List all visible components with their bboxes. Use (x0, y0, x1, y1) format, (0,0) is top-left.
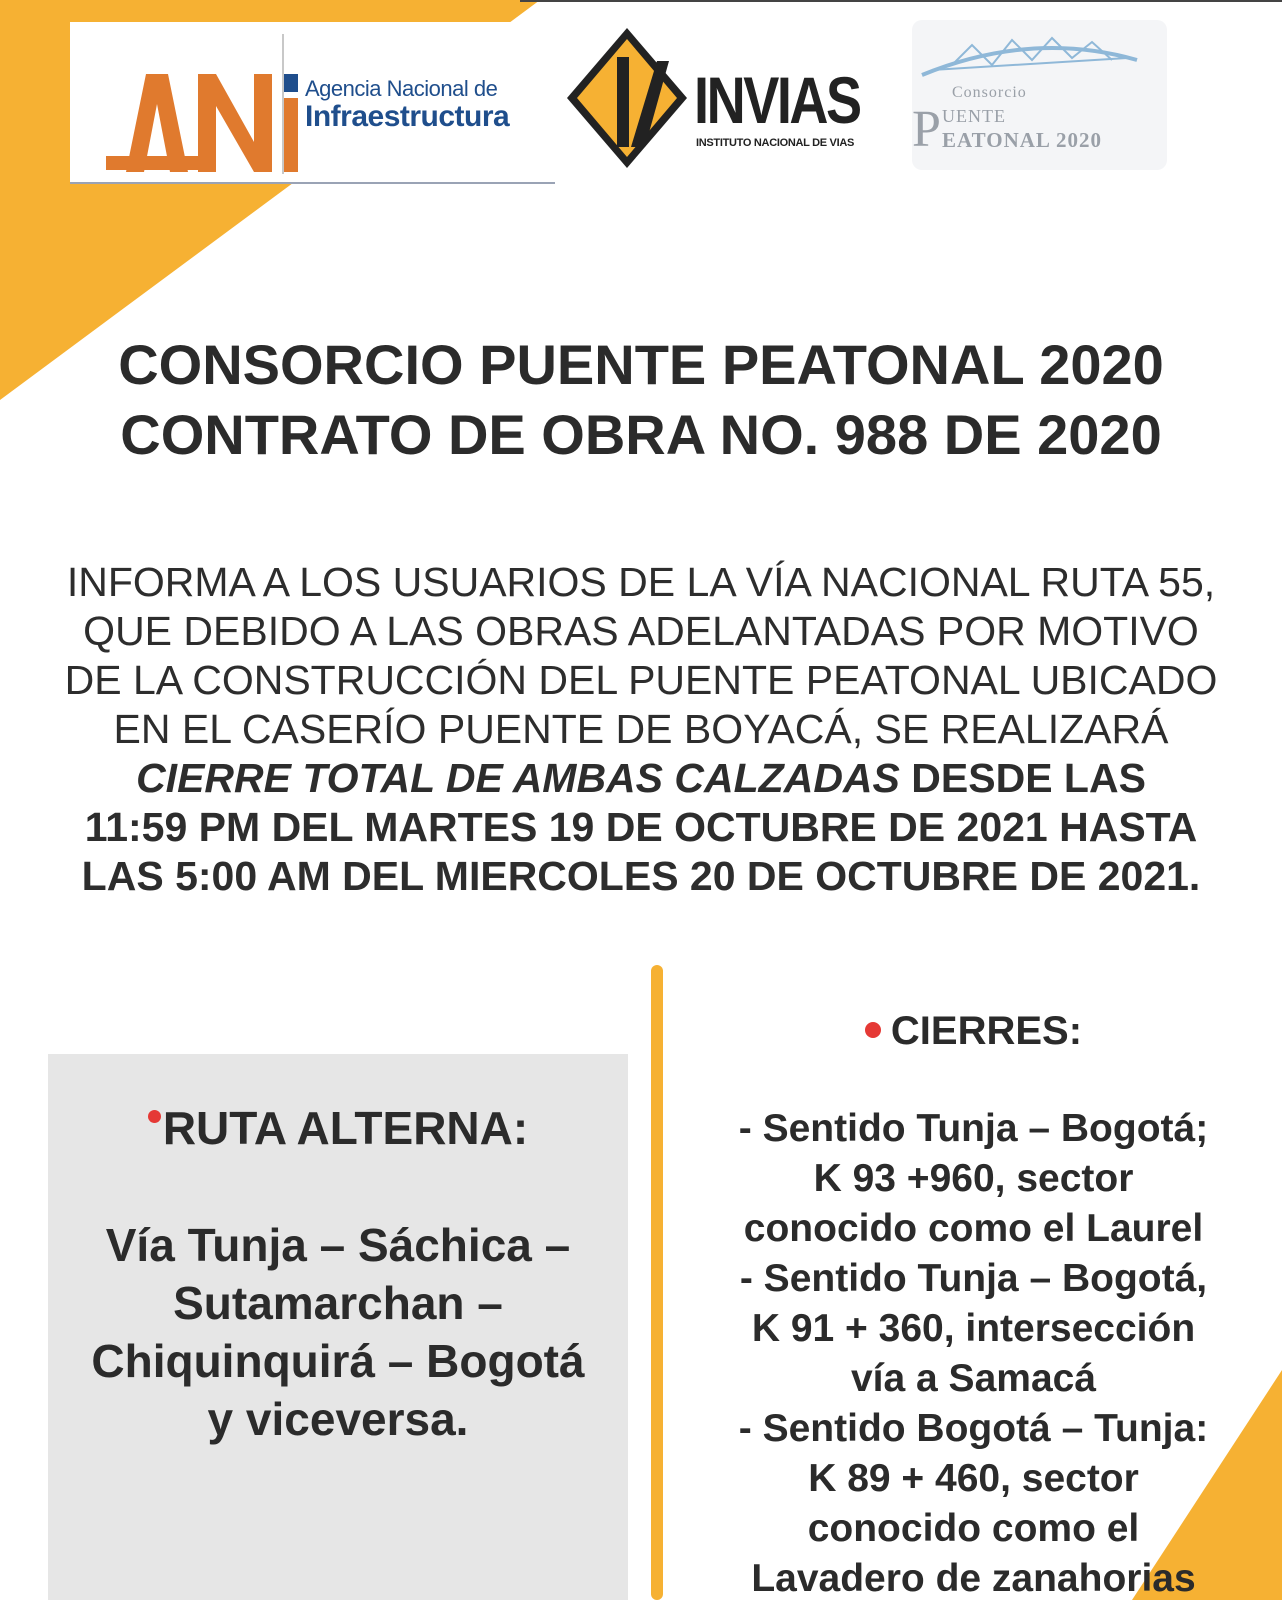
consorcio-line3: EATONAL 2020 (942, 128, 1103, 152)
bullet-icon (148, 1110, 161, 1123)
notice-line: DE LA CONSTRUCCIÓN DEL PUENTE PEATONAL UBICADO (64, 657, 1218, 703)
page-title-line1: CONSORCIO PUENTE PEATONAL 2020 (118, 333, 1164, 396)
closure-line: vía a Samacá (850, 1357, 1097, 1400)
route-line: Chiquinquirá – Bogotá (91, 1335, 585, 1387)
closure-line: conocido como el (807, 1507, 1140, 1550)
route-line: y viceversa. (207, 1393, 469, 1445)
ani-logo-mark (106, 54, 316, 174)
closure-line: - Sentido Bogotá – Tunja: (738, 1407, 1209, 1450)
consorcio-line1: Consorcio (952, 84, 1027, 101)
ani-divider (282, 34, 284, 174)
bullet-icon (865, 1022, 881, 1038)
closures-list (665, 1104, 1282, 1604)
ani-wordmark (305, 77, 509, 133)
route-line: Vía Tunja – Sáchica – (105, 1219, 571, 1271)
closure-line: Lavadero de zanahorias (751, 1557, 1196, 1600)
consorcio-line2: UENTE (942, 106, 1006, 126)
notice-line-end-time: LAS 5:00 AM DEL MIERCOLES 20 DE OCTUBRE DE 2021. (81, 853, 1201, 899)
column-divider (651, 965, 663, 1600)
notice-line5-rest: DESDE LAS (899, 755, 1146, 801)
invias-subtitle: INSTITUTO NACIONAL DE VIAS (696, 137, 855, 149)
consorcio-logo-card (912, 20, 1167, 170)
notice-line-emphasis (30, 754, 1252, 803)
closure-line: K 89 + 460, sector (808, 1457, 1139, 1500)
ani-line1: Agencia Nacional de (305, 76, 498, 101)
consorcio-big-letter: P (912, 101, 941, 158)
alternate-route-heading (48, 1100, 628, 1156)
alternate-route-heading-text: RUTA ALTERNA: (162, 1102, 529, 1154)
notice-line-start-time: 11:59 PM DEL MARTES 19 DE OCTUBRE DE 2021 HASTA (84, 804, 1198, 850)
closures-heading (665, 1003, 1282, 1059)
closure-line: K 91 + 360, intersección (751, 1307, 1196, 1350)
notice-line: EN EL CASERÍO PUENTE DE BOYACÁ, SE REALIZARÁ (113, 706, 1169, 752)
page-title-line2: CONTRATO DE OBRA NO. 988 DE 2020 (120, 403, 1162, 466)
closure-line: conocido como el Laurel (743, 1207, 1204, 1250)
ani-line2: Infraestructura (305, 100, 510, 133)
ani-logo-card (70, 22, 555, 184)
invias-name: INVIAS (694, 63, 860, 137)
bridge-icon (912, 20, 1167, 90)
route-line: Sutamarchan – (173, 1277, 503, 1329)
closures-heading-text: CIERRES: (890, 1009, 1083, 1053)
closure-line: K 93 +960, sector (813, 1157, 1134, 1200)
closure-emphasis: CIERRE TOTAL DE AMBAS CALZADAS (136, 755, 900, 801)
notice-paragraph (30, 558, 1252, 901)
closure-line: - Sentido Tunja – Bogotá; (738, 1107, 1209, 1150)
top-border-line (520, 0, 1282, 2)
notice-line: INFORMA A LOS USUARIOS DE LA VÍA NACIONAL RUTA 55, (66, 559, 1216, 605)
alternate-route-body (48, 1216, 628, 1448)
notice-line: QUE DEBIDO A LAS OBRAS ADELANTADAS POR MOTIVO (83, 608, 1199, 654)
closure-line: - Sentido Tunja – Bogotá, (739, 1257, 1208, 1300)
